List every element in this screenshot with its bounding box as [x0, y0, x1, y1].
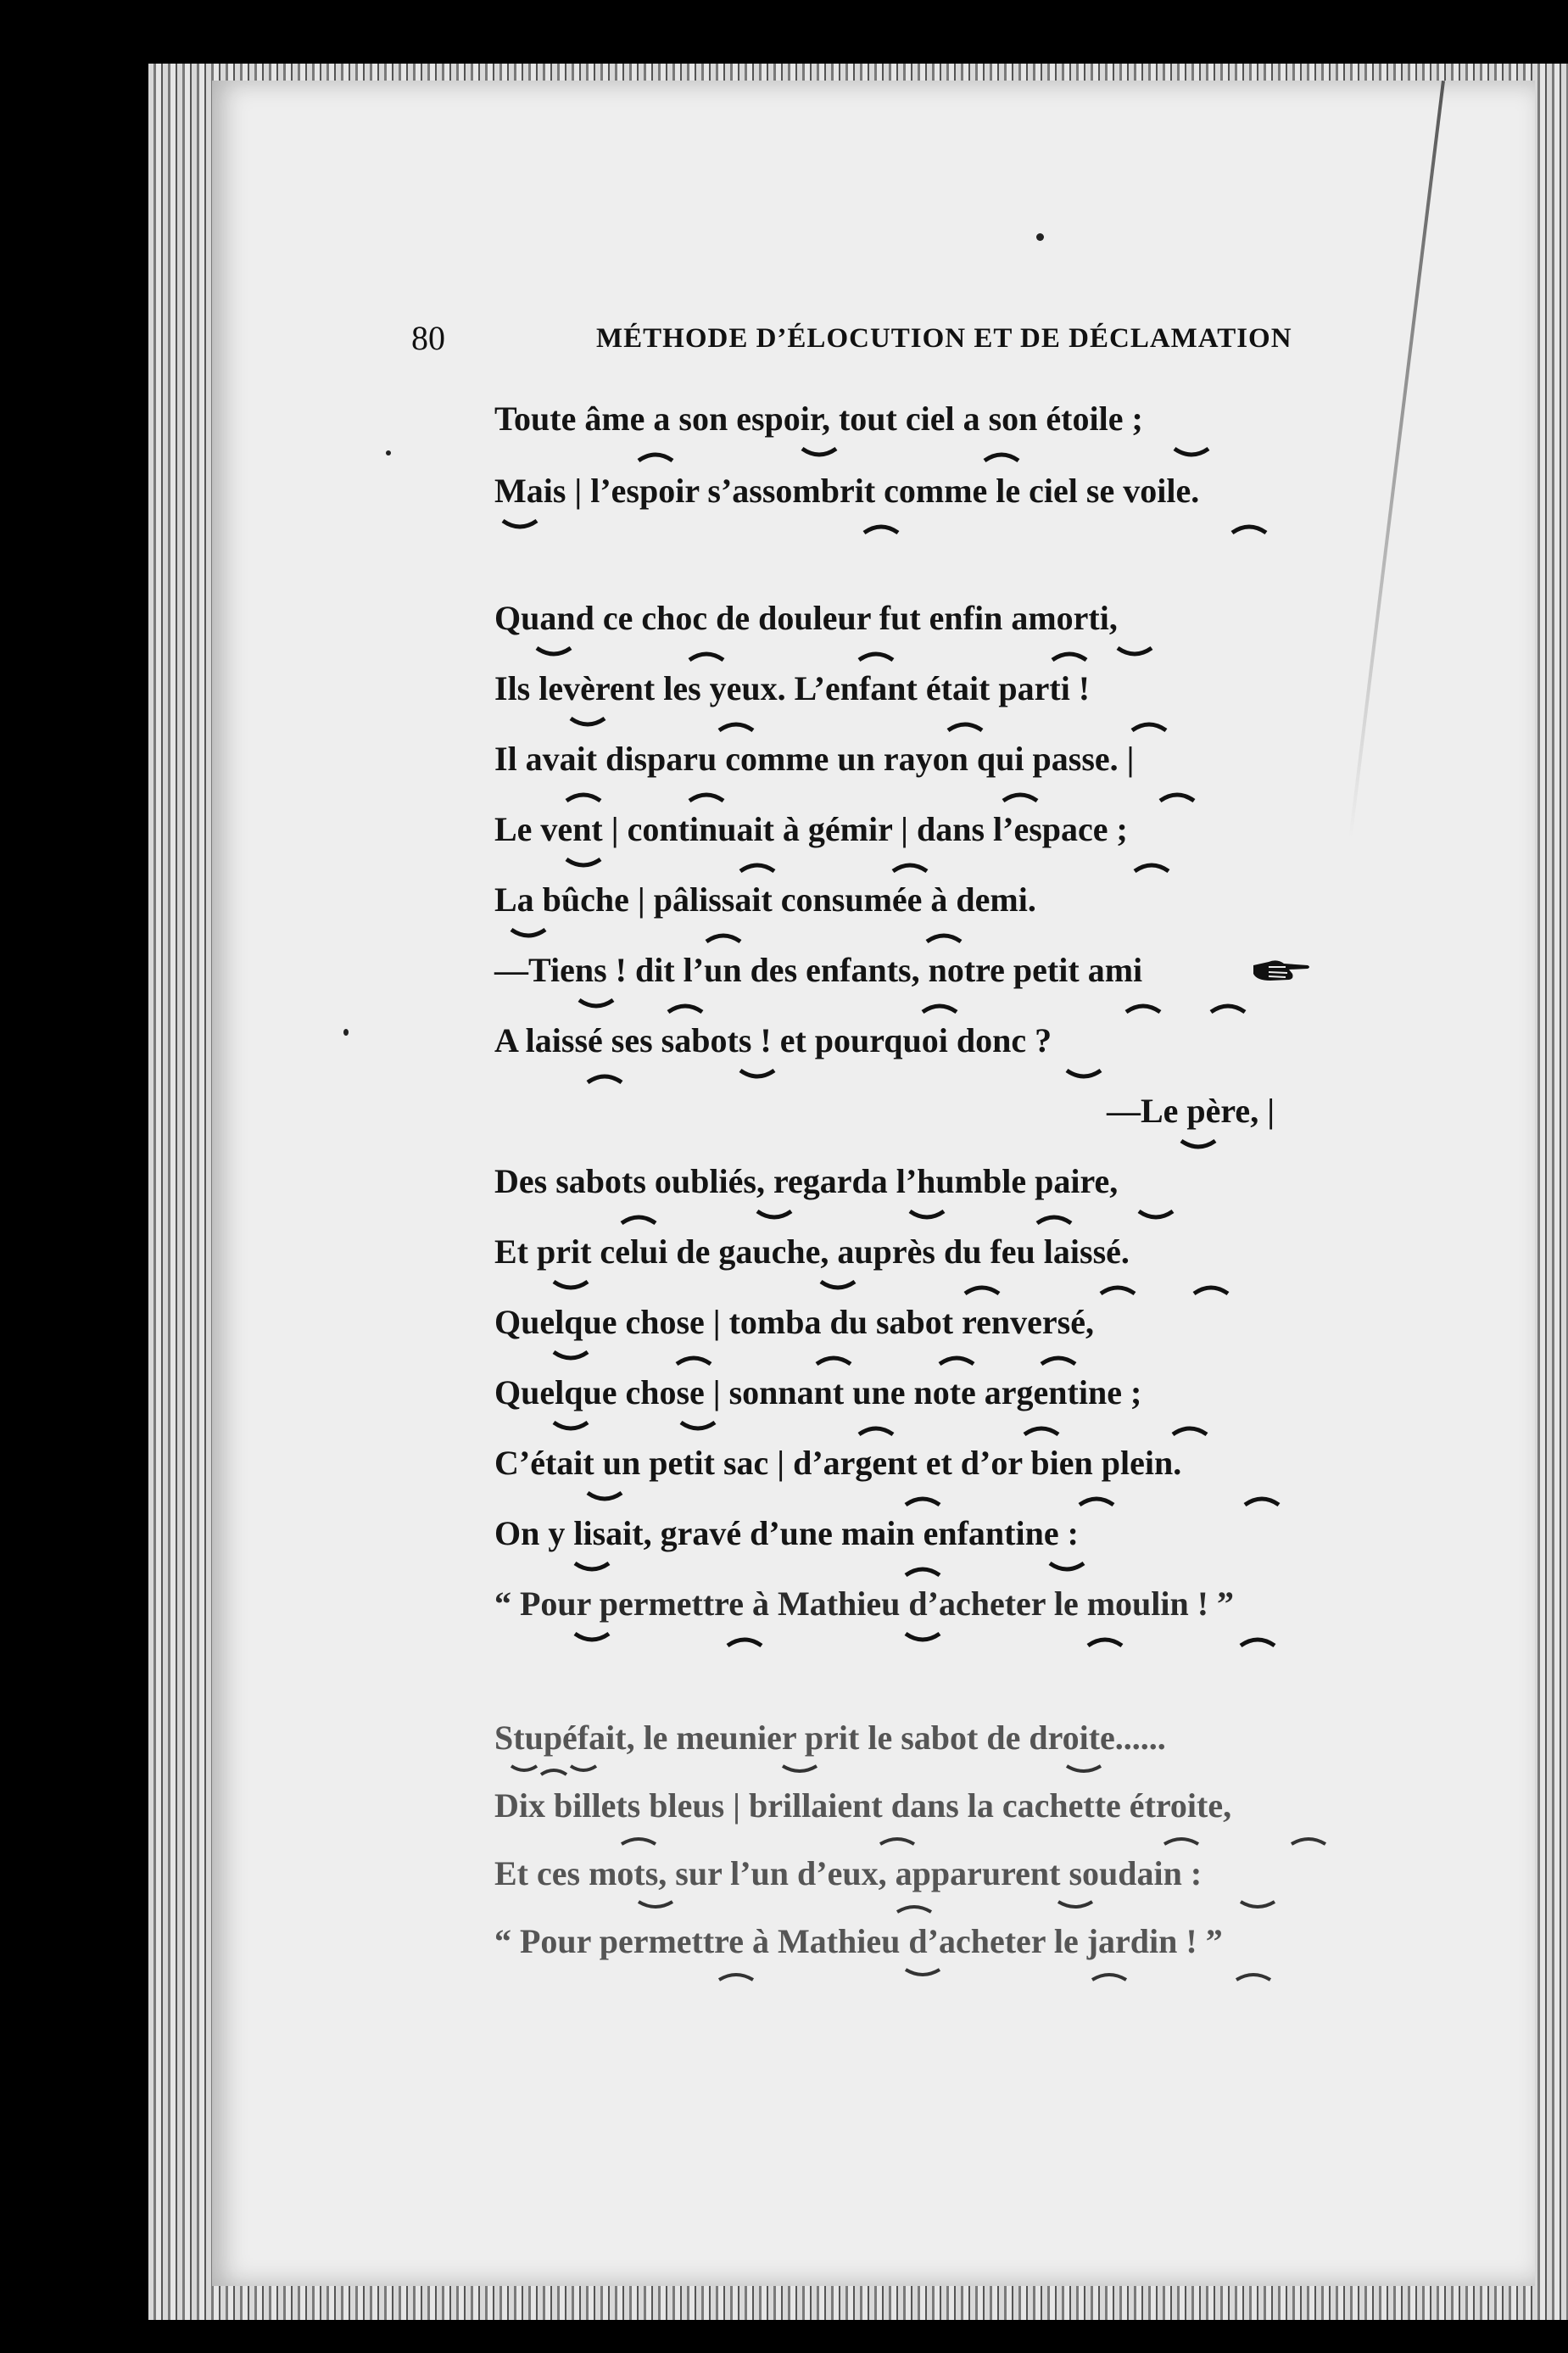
pointing-hand-icon — [1252, 957, 1311, 986]
ink-speck — [343, 1029, 349, 1036]
verse-line: Toute âme a son espoir, tout ciel a son étoile ; — [494, 400, 1143, 438]
verse-line: Quelque chose | sonnant une note argentine ; — [494, 1373, 1142, 1411]
verse-line: Il avait disparu comme un rayon qui passe. | — [494, 740, 1135, 778]
verse-line: Et prit celui de gauche, auprès du feu laissé. — [494, 1232, 1130, 1271]
verse-line: Dix billets bleus | brillaient dans la cachette étroite, — [494, 1786, 1232, 1825]
verse-line: Le vent | continuait à gémir | dans l’espace ; — [494, 810, 1128, 848]
verse-line: C’était un petit sac | d’argent et d’or bien plein. — [494, 1444, 1182, 1482]
verse-line: “ Pour permettre à Mathieu d’acheter le moulin ! ” — [494, 1585, 1235, 1623]
page-header — [411, 318, 1353, 360]
verse-line: Quand ce choc de douleur fut enfin amorti, — [494, 599, 1118, 637]
verse-line: Des sabots oubliés, regarda l’humble paire, — [494, 1162, 1119, 1200]
ink-speck — [1036, 233, 1044, 241]
ink-speck — [386, 450, 391, 456]
verse-line: —Tiens ! dit l’un des enfants, notre petit ami — [494, 951, 1143, 989]
verse-line: Ils levèrent les yeux. L’enfant était parti ! — [494, 669, 1091, 707]
verse-line: —Le père, | — [1106, 1092, 1275, 1130]
verse-line: On y lisait, gravé d’une main enfantine : — [494, 1514, 1079, 1552]
verse-line: Quelque chose | tomba du sabot renversé, — [494, 1303, 1094, 1341]
verse-line: Stupéfait, le meunier prit le sabot de droite...... — [494, 1719, 1166, 1757]
verse-line: Et ces mots, sur l’un d’eux, apparurent soudain : — [494, 1854, 1203, 1892]
page-number: 80 — [411, 319, 445, 357]
running-head: MÉTHODE D’ÉLOCUTION ET DE DÉCLAMATION — [596, 323, 1292, 354]
verse-line: Mais | l’espoir s’assombrit comme le ciel se voile. — [494, 472, 1200, 510]
verse-line: A laissé ses sabots ! et pourquoi donc ? — [494, 1021, 1052, 1059]
verse-line: La bûche | pâlissait consumée à demi. — [494, 880, 1036, 919]
verse-line: “ Pour permettre à Mathieu d’acheter le jardin ! ” — [494, 1922, 1223, 1960]
